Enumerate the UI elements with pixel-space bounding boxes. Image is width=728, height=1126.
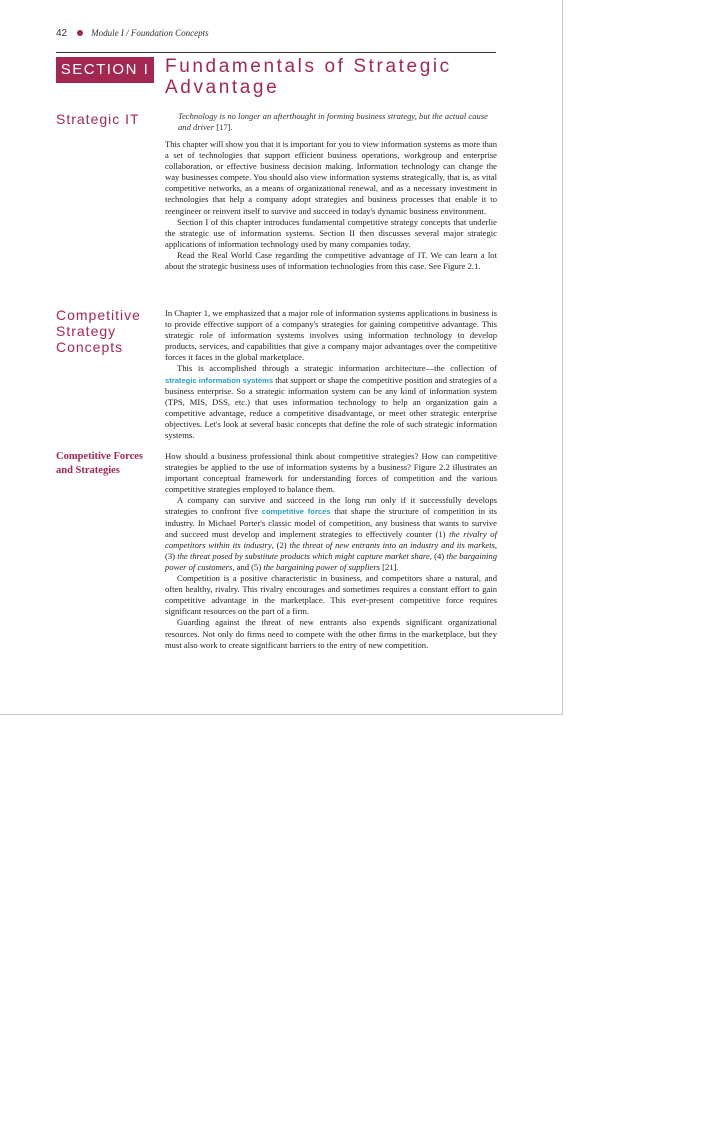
paragraph: In Chapter 1, we emphasized that a major role of information systems applications in business is to provide effective support of a company's strategies for gaining competitive advantage. This strategic role of information systems involves using information technology to develop products, services, and capabilities that give a company major advantages over the competitive forces it faces in the global marketplace. xyxy=(165,308,497,363)
chapter-title-line-1: Fundamentals of Strategic xyxy=(165,56,452,77)
heading-line: Concepts xyxy=(56,339,124,355)
heading-line: Competitive Forces xyxy=(56,451,143,462)
paragraph xyxy=(165,363,497,441)
chapter-title xyxy=(165,56,505,98)
textbook-page xyxy=(0,0,563,715)
heading-competitive-forces xyxy=(56,450,160,478)
bullet-dot-icon xyxy=(77,30,83,36)
text-run: A company can survive and succeed in the long run only if it successfully develops strategies to confront five xyxy=(165,495,497,517)
module-title: Module I / Foundation Concepts xyxy=(91,28,209,38)
italic-run: the bargaining power of suppliers xyxy=(263,561,381,572)
text-run: that support or shape the competitive position and strategies of a business enterprise. So a strategic information system can be any kind of information system (TPS, MIS, DSS, etc.) that uses information technology to help an organization gain a competitive advantage, reduce a competitive disadvantage, or meet other strategic enterprise objectives. Let's look at several basic concepts that define the role of such strategic information systems. xyxy=(165,374,497,441)
key-term-strategic-information-systems: strategic information systems xyxy=(165,375,274,385)
quote-citation: [17]. xyxy=(216,122,233,132)
italic-run: the threat of new entrants into an industry and its markets xyxy=(289,539,495,550)
paragraph: This chapter will show you that it is important for you to view information systems as more than a set of technologies that support efficient business operations, workgroup and enterprise collaboration, or effective business decision making. Information technology can change the way businesses compete. You should also view information systems strategically, that is, as vital competitive networks, as a means of organizational renewal, and as a necessary investment in technologies that help a company adopt strategies and business processes that enable it to reengineer or reinvent itself to survive and succeed in today's dynamic business environment. xyxy=(165,139,498,216)
paragraph: How should a business professional think about competitive strategies? How can competitive strategies be applied to the use of information systems by a business? Figure 2.2 illustrates an important conceptual framework for understanding forces of competition and the various competitive strategies employed to balance them. xyxy=(165,451,497,495)
heading-strategic-it: Strategic IT xyxy=(56,111,140,127)
chapter-title-line-2: Advantage xyxy=(165,77,280,98)
epigraph-quote xyxy=(178,111,498,133)
paragraph: Read the Real World Case regarding the competitive advantage of IT. We can learn a lot about the strategic business uses of information technologies from this case. See Figure 2.1. xyxy=(165,249,497,272)
text-run: , (4) xyxy=(429,550,447,561)
text-run: , and (5) xyxy=(232,561,264,572)
text-run: , (3) xyxy=(165,539,497,561)
paragraph xyxy=(165,495,497,573)
paragraph: Section I of this chapter introduces fundamental competitive strategy concepts that underlie the strategic use of information systems. Section II then discusses several major strategic applications of information technology used by many companies today. xyxy=(165,216,497,249)
running-head xyxy=(56,28,209,39)
quote-text: Technology is no longer an afterthought in forming business strategy, but the actual cause and driver xyxy=(178,111,488,132)
strategic-it-body xyxy=(165,139,497,272)
heading-line: Competitive xyxy=(56,307,141,323)
key-term-competitive-forces: competitive forces xyxy=(261,507,331,517)
text-run: This is accomplished through a strategic information architecture—the collection of xyxy=(177,363,497,374)
paragraph: Guarding against the threat of new entrants also expends significant organizational resources. Not only do firms need to compete with the other firms in the marketplace, but they must also work to create significant barriers to the entry of new competition. xyxy=(165,617,497,650)
header-rule xyxy=(56,52,496,53)
paragraph: Competition is a positive characteristic in business, and competitors share a natural, and often healthy, rivalry. This rivalry encourages and sometimes requires a constant effort to gain competitive advantage in the marketplace. This ever-present competitive force requires significant resources on the part of a firm. xyxy=(165,573,497,617)
text-run: , (2) xyxy=(271,539,290,550)
text-run: that shape the structure of competition in its industry. In Michael Porter's classic model of competition, any business that wants to survive and succeed must develop and implement strategies to effectively counter (1) xyxy=(165,506,497,539)
section-label: SECTION I xyxy=(56,57,154,83)
italic-run: the threat posed by substitute products which might capture market share xyxy=(177,550,430,561)
page-number: 42 xyxy=(56,28,68,39)
text-run: [21]. xyxy=(380,561,399,572)
italic-run: the bargaining power of customers xyxy=(165,550,497,572)
italic-run: the rivalry of competitors within its industry xyxy=(165,528,497,550)
competitive-forces-body xyxy=(165,451,497,651)
heading-competitive-strategy-concepts xyxy=(56,307,160,355)
heading-line: Strategy xyxy=(56,323,117,339)
competitive-strategy-body xyxy=(165,308,497,441)
heading-line: and Strategies xyxy=(56,465,120,476)
